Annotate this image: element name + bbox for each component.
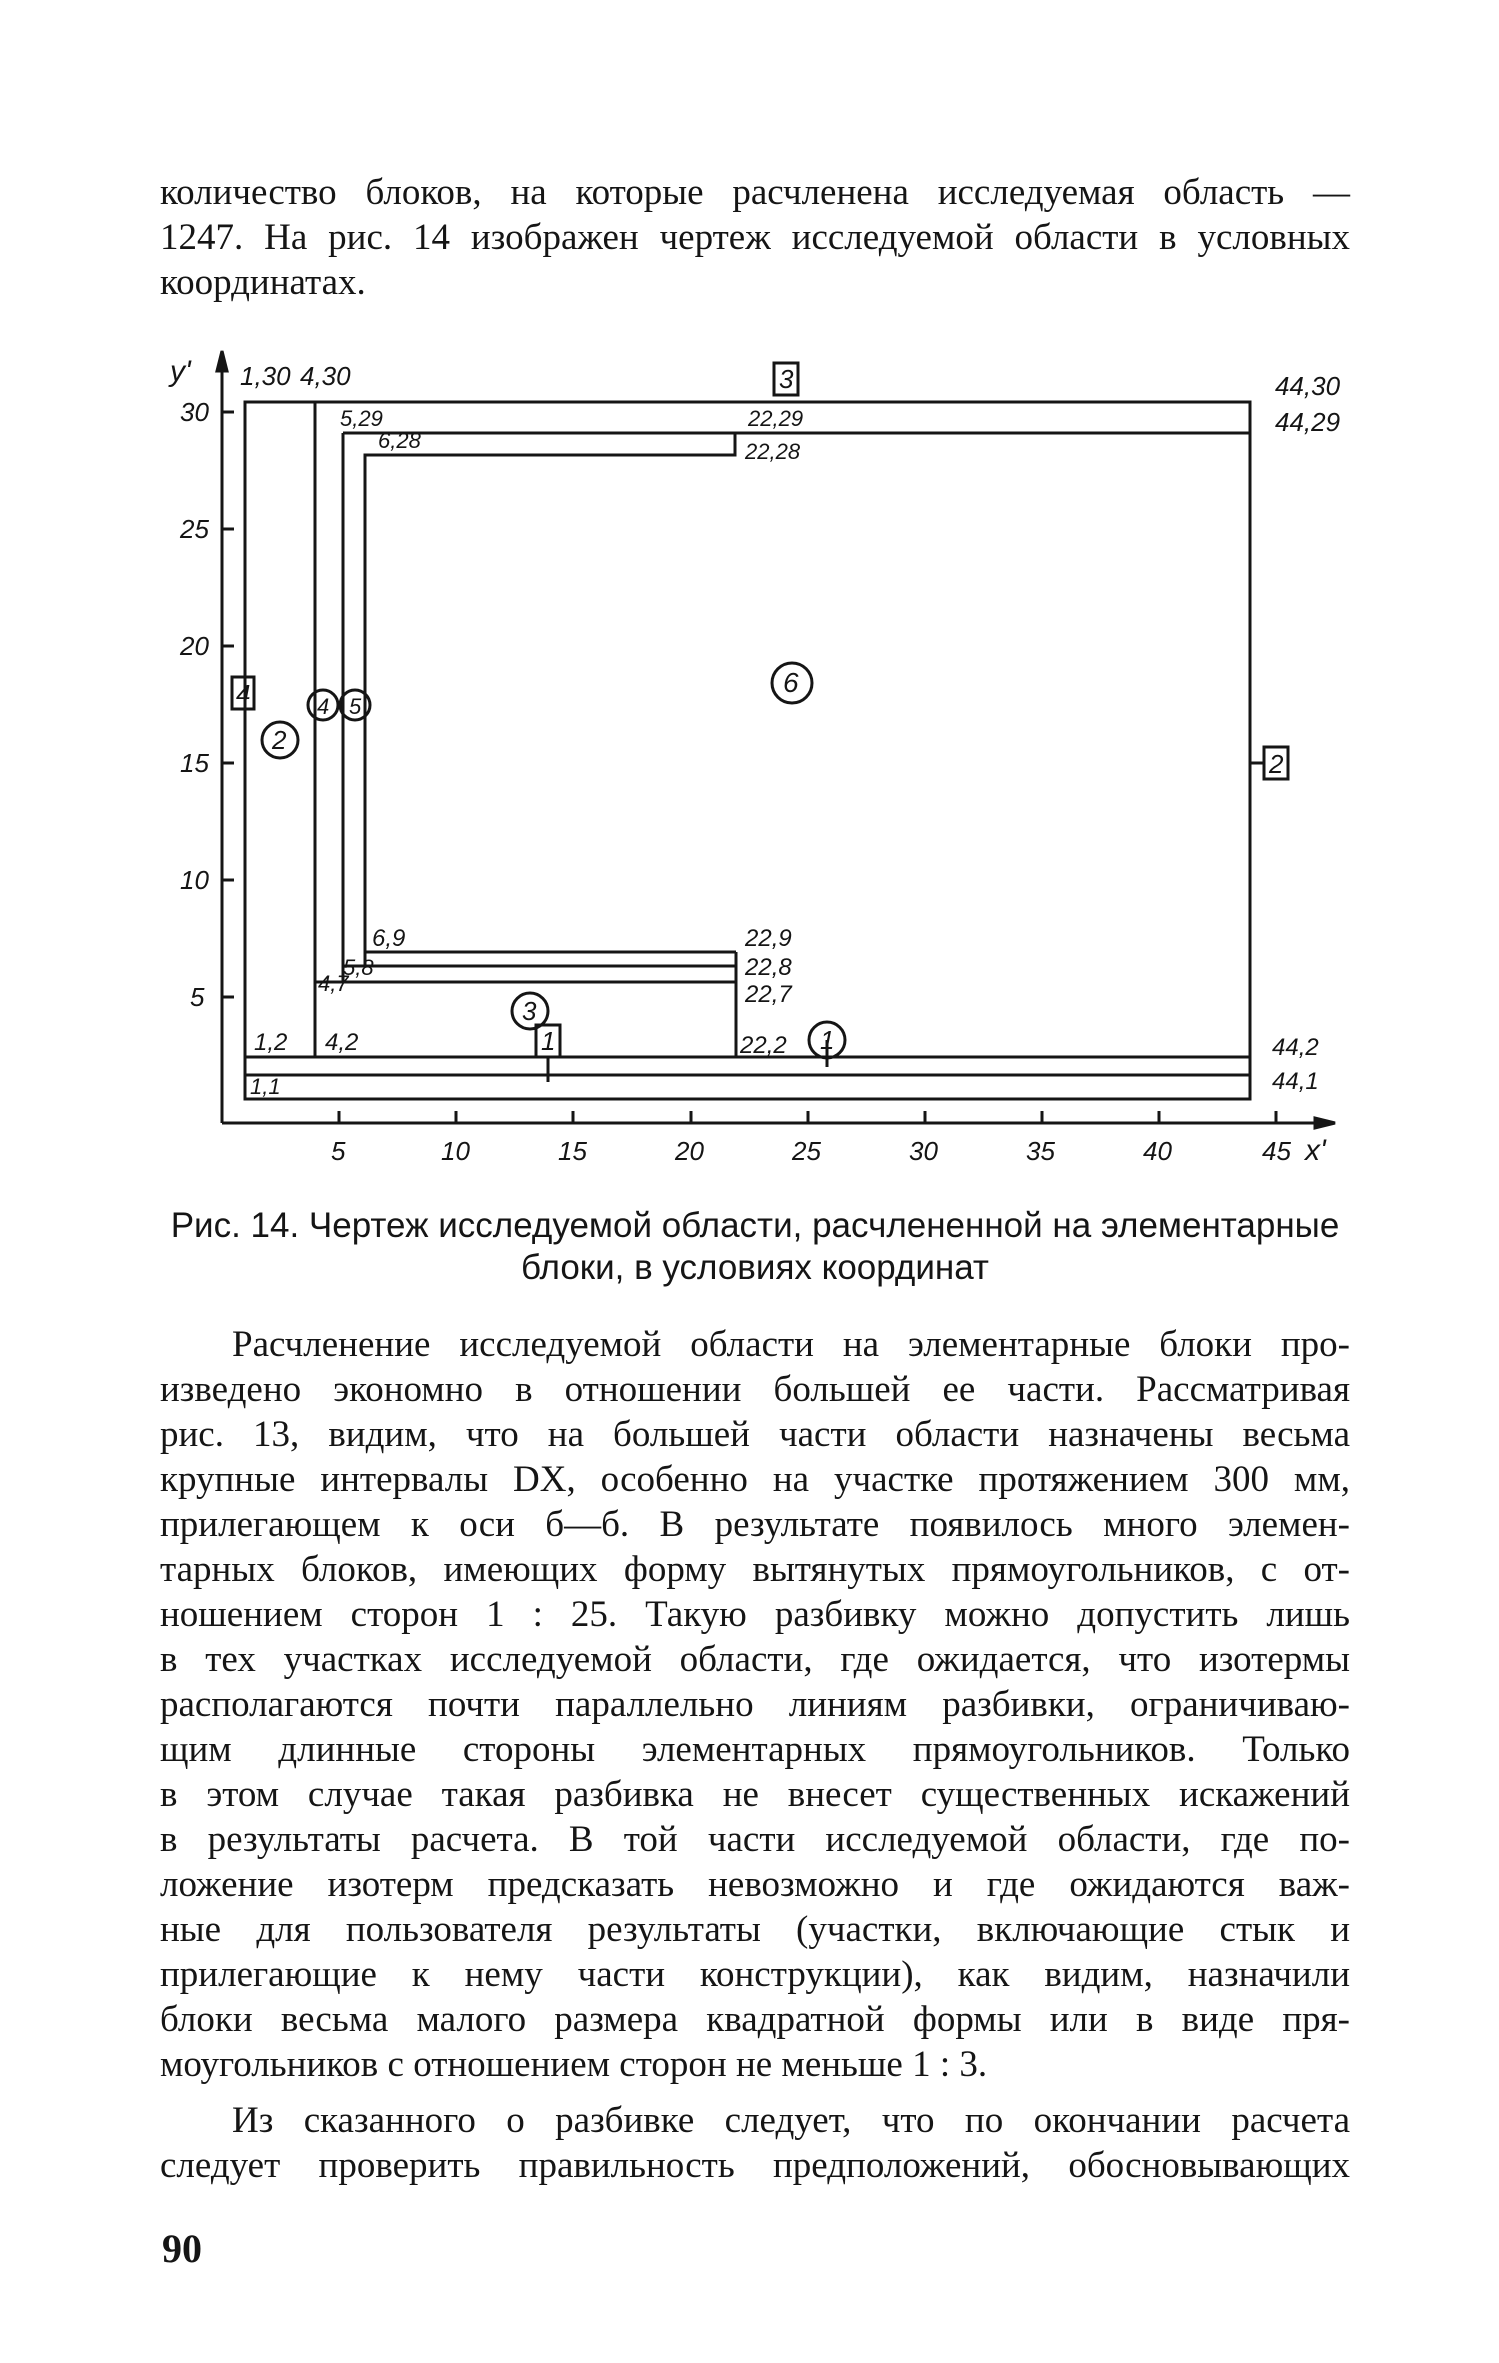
point-label: 6,9 <box>372 925 406 952</box>
text-line: в тех участках исследуемой области, где ожидается, что изотермы <box>160 1639 1350 1680</box>
text-line: координатах. <box>160 262 366 303</box>
y-tick-label: 5 <box>190 982 205 1012</box>
y-tick-label: 20 <box>180 631 209 661</box>
text-line: ложение изотерм предсказать невозможно и где ожидаются важ- <box>160 1864 1350 1905</box>
region-number: 2 <box>272 725 287 755</box>
point-label: 22,8 <box>745 954 792 981</box>
point-label: 22,28 <box>745 439 801 464</box>
top-paragraph <box>160 170 1350 305</box>
text-line: в этом случае такая разбивка не внесет существенных искажений <box>160 1774 1350 1815</box>
x-axis-arrow <box>1315 1118 1335 1128</box>
boundary-number: 2 <box>1269 749 1284 779</box>
y-axis-label: y' <box>170 355 191 388</box>
point-label: 22,7 <box>745 981 792 1008</box>
text-line: блоки весьма малого размера квадратной формы или в виде пря- <box>160 1999 1350 2040</box>
line-y28 <box>365 433 735 966</box>
text-line: 1247. На рис. 14 изображен чертеж исследуемой области в условных <box>160 217 1350 258</box>
point-label: 44,2 <box>1272 1034 1319 1061</box>
region-drawing-figure <box>160 345 1350 1185</box>
region-number: 4 <box>317 694 330 719</box>
point-label: 4,7 <box>318 971 349 996</box>
point-label: 5,29 <box>340 406 383 431</box>
x-tick-label: 30 <box>909 1136 938 1166</box>
region-number: 6 <box>783 667 799 698</box>
point-label: 6,28 <box>378 428 421 453</box>
body-paragraph-2 <box>160 2098 1350 2188</box>
text-line: изведено экономно в отношении большей ее части. Рассматривая <box>160 1369 1350 1410</box>
y-tick-label: 25 <box>180 514 209 544</box>
x-tick-label: 35 <box>1026 1136 1055 1166</box>
region-number: 1 <box>820 1025 835 1055</box>
point-label: 44,30 <box>1275 371 1341 401</box>
text-line: ношением сторон 1 : 25. Такую разбивку можно допустить лишь <box>160 1594 1350 1635</box>
text-line: рис. 13, видим, что на большей части области назначены весьма <box>160 1414 1350 1455</box>
x-tick-label: 45 <box>1262 1136 1291 1166</box>
caption-line: Рис. 14. Чертеж исследуемой области, расчлененной на элементарные <box>170 1206 1340 1245</box>
text-line: ные для пользователя результаты (участки, включающие стык и <box>160 1909 1350 1950</box>
text-line: Расчленение исследуемой области на элементарные блоки про- <box>232 1324 1350 1365</box>
point-label: 5,8 <box>343 955 374 980</box>
body-paragraph-1 <box>160 1322 1350 2087</box>
x-tick-label: 5 <box>331 1136 346 1166</box>
x-tick-label: 40 <box>1143 1136 1172 1166</box>
x-tick-label: 15 <box>558 1136 587 1166</box>
text-line: крупные интервалы DX, особенно на участке протяжением 300 мм, <box>160 1459 1350 1500</box>
region-number: 3 <box>522 996 537 1026</box>
text-line: располагаются почти параллельно линиям разбивки, ограничиваю- <box>160 1684 1350 1725</box>
x-tick-label: 20 <box>675 1136 704 1166</box>
figure-caption <box>160 1205 1350 1289</box>
x-axis-label: x' <box>1305 1134 1326 1167</box>
point-label: 22,29 <box>748 406 804 431</box>
point-label: 1,2 <box>254 1029 288 1056</box>
point-label: 4,2 <box>325 1029 359 1056</box>
x-tick-label: 25 <box>792 1136 821 1166</box>
y-tick-label: 10 <box>180 865 209 895</box>
text-line: тарных блоков, имеющих форму вытянутых прямоугольников, с от- <box>160 1549 1350 1590</box>
point-label: 1,30 <box>240 361 291 391</box>
x-tick-marks <box>339 1111 1276 1123</box>
text-line: прилегающем к оси б—б. В результате появилось много элемен- <box>160 1504 1350 1545</box>
x-tick-label: 10 <box>441 1136 470 1166</box>
y-axis-arrow <box>217 351 227 371</box>
region-number: 5 <box>349 694 362 719</box>
point-label: 4,30 <box>300 361 351 391</box>
text-line: щим длинные стороны элементарных прямоугольников. Только <box>160 1729 1350 1770</box>
boundary-number: 1 <box>541 1026 556 1056</box>
text-line: следует проверить правильность предположений, обосновывающих <box>160 2145 1350 2186</box>
text-line: количество блоков, на которые расчленена исследуемая область — <box>160 172 1350 213</box>
caption-line: блоки, в условиях координат <box>521 1248 989 1287</box>
boundary-number: 4 <box>236 679 251 709</box>
point-label: 44,1 <box>1272 1068 1319 1095</box>
text-line: Из сказанного о разбивке следует, что по окончании расчета <box>232 2100 1350 2141</box>
text-line: в результаты расчета. В той части исследуемой области, где по- <box>160 1819 1350 1860</box>
point-label: 44,29 <box>1275 407 1341 437</box>
boundary-number: 3 <box>779 364 794 394</box>
y-tick-label: 30 <box>180 397 209 427</box>
page-number: 90 <box>162 2226 202 2271</box>
point-label: 1,1 <box>250 1074 281 1099</box>
y-tick-label: 15 <box>180 748 209 778</box>
point-label: 22,9 <box>745 925 792 952</box>
text-line: прилегающие к нему части конструкции), как видим, назначили <box>160 1954 1350 1995</box>
text-line: моугольников с отношением сторон не меньше 1 : 3. <box>160 2044 988 2085</box>
point-label: 22,2 <box>740 1032 787 1059</box>
